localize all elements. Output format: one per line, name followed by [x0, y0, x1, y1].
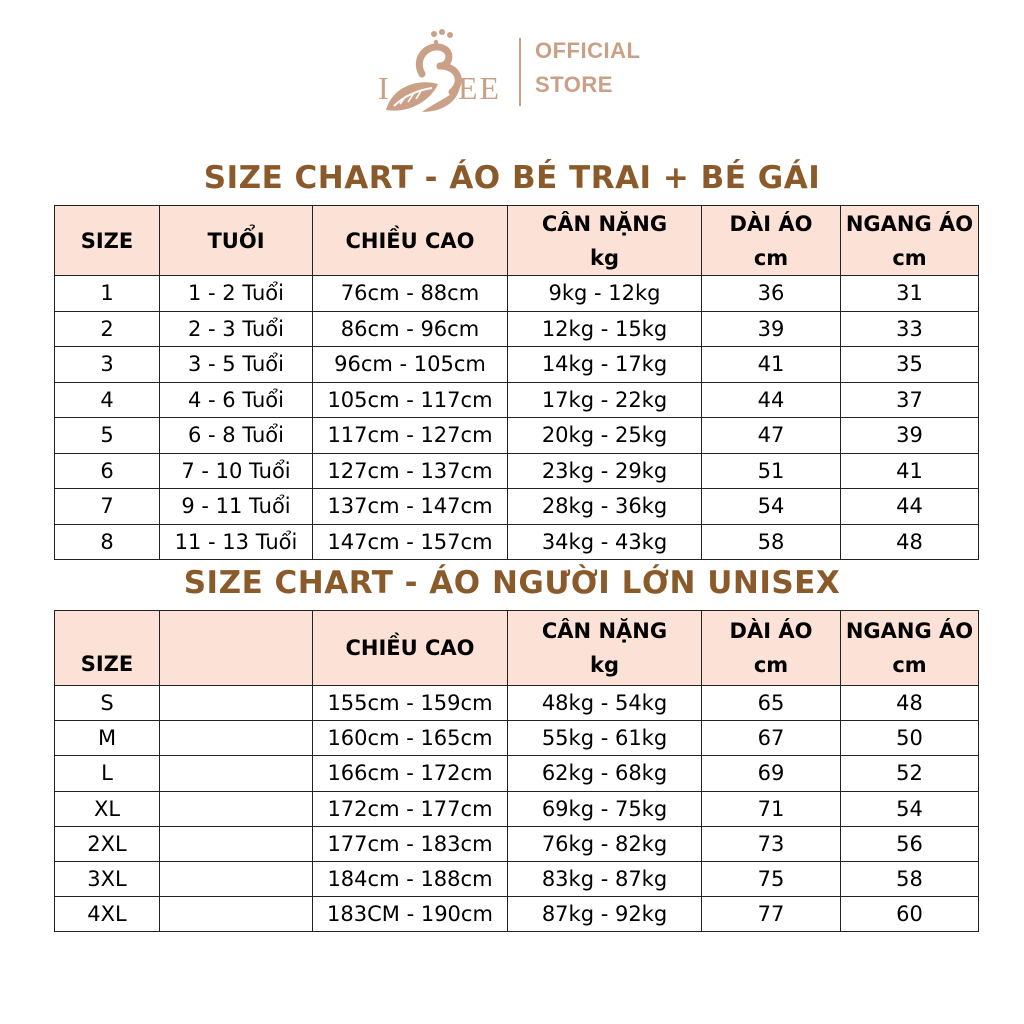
cell-size: 5: [55, 418, 160, 454]
cell-length: 51: [702, 453, 841, 489]
cell-height: 76cm - 88cm: [313, 276, 508, 312]
header-width: [841, 611, 979, 686]
cell-size: M: [55, 721, 160, 756]
header-size: SIZE: [55, 206, 160, 276]
header-weight-unit: kg: [590, 653, 619, 677]
cell-weight: 69kg - 75kg: [508, 791, 702, 826]
header-height: CHIỀU CAO: [313, 611, 508, 686]
header-width-unit: cm: [892, 653, 927, 677]
cell-size: 4: [55, 382, 160, 418]
cell-height: 155cm - 159cm: [313, 686, 508, 721]
header-weight: [508, 206, 702, 276]
header-width: [841, 206, 979, 276]
cell-height: 105cm - 117cm: [313, 382, 508, 418]
cell-age: 11 - 13 Tuổi: [160, 524, 313, 560]
cell-weight: 14kg - 17kg: [508, 347, 702, 383]
cell-age: 2 - 3 Tuổi: [160, 311, 313, 347]
header-height: CHIỀU CAO: [313, 206, 508, 276]
table-row: [55, 686, 979, 721]
table-row: [55, 276, 979, 312]
cell-length: 69: [702, 756, 841, 791]
table-header-row: [55, 611, 979, 686]
header-length-unit: cm: [753, 653, 789, 677]
header-weight: [508, 611, 702, 686]
table-row: [55, 418, 979, 454]
cell-size: L: [55, 756, 160, 791]
cell-length: 47: [702, 418, 841, 454]
cell-size: 3: [55, 347, 160, 383]
cell-width: 44: [841, 489, 979, 525]
table-row: [55, 489, 979, 525]
cell-blank: [160, 686, 313, 721]
cell-width: 48: [841, 686, 979, 721]
cell-weight: 83kg - 87kg: [508, 861, 702, 896]
cell-width: 50: [841, 721, 979, 756]
adult-chart-title: SIZE CHART - ÁO NGƯỜI LỚN UNISEX: [183, 565, 841, 601]
header-length-unit: cm: [753, 245, 789, 270]
cell-width: 31: [841, 276, 979, 312]
header-weight-label: CÂN NẶNG: [541, 619, 668, 643]
cell-age: 4 - 6 Tuổi: [160, 382, 313, 418]
cell-age: 9 - 11 Tuổi: [160, 489, 313, 525]
cell-age: 7 - 10 Tuổi: [160, 453, 313, 489]
cell-height: 117cm - 127cm: [313, 418, 508, 454]
cell-weight: 34kg - 43kg: [508, 524, 702, 560]
cell-size: 2XL: [55, 826, 160, 861]
cell-length: 75: [702, 861, 841, 896]
table-row: [55, 524, 979, 560]
cell-height: 184cm - 188cm: [313, 861, 508, 896]
cell-length: 36: [702, 276, 841, 312]
cell-size: 1: [55, 276, 160, 312]
header-age: TUỔI: [160, 206, 313, 276]
cell-weight: 12kg - 15kg: [508, 311, 702, 347]
store-label: STORE: [535, 72, 613, 97]
logo-letter-i: I: [378, 70, 391, 106]
header-length: [702, 206, 841, 276]
table-header-row: [55, 206, 979, 276]
official-label: OFFICIAL: [535, 38, 641, 63]
cell-length: 54: [702, 489, 841, 525]
cell-width: 52: [841, 756, 979, 791]
header-length-label: DÀI ÁO: [729, 211, 813, 236]
cell-weight: 76kg - 82kg: [508, 826, 702, 861]
table-row: [55, 347, 979, 383]
header-weight-label: CÂN NẶNG: [541, 211, 668, 236]
cell-height: 127cm - 137cm: [313, 453, 508, 489]
cell-size: XL: [55, 791, 160, 826]
cell-age: 6 - 8 Tuổi: [160, 418, 313, 454]
cell-weight: 9kg - 12kg: [508, 276, 702, 312]
table-row: [55, 791, 979, 826]
cell-length: 73: [702, 826, 841, 861]
cell-weight: 62kg - 68kg: [508, 756, 702, 791]
cell-weight: 28kg - 36kg: [508, 489, 702, 525]
cell-width: 58: [841, 861, 979, 896]
header-width-label: NGANG ÁO: [845, 211, 974, 236]
cell-length: 44: [702, 382, 841, 418]
cell-height: 160cm - 165cm: [313, 721, 508, 756]
cell-blank: [160, 897, 313, 932]
table-row: [55, 826, 979, 861]
cell-size: 2: [55, 311, 160, 347]
logo-letters-ee: EE: [458, 70, 502, 106]
cell-height: 172cm - 177cm: [313, 791, 508, 826]
cell-age: 3 - 5 Tuổi: [160, 347, 313, 383]
cell-blank: [160, 791, 313, 826]
brand-logo: [372, 26, 662, 122]
cell-length: 77: [702, 897, 841, 932]
cell-size: 4XL: [55, 897, 160, 932]
cell-height: 166cm - 172cm: [313, 756, 508, 791]
header-size: SIZE: [55, 611, 160, 686]
cell-weight: 48kg - 54kg: [508, 686, 702, 721]
table-row: [55, 311, 979, 347]
cell-blank: [160, 826, 313, 861]
cell-blank: [160, 756, 313, 791]
cell-width: 33: [841, 311, 979, 347]
cell-length: 65: [702, 686, 841, 721]
cell-height: 147cm - 157cm: [313, 524, 508, 560]
cell-weight: 55kg - 61kg: [508, 721, 702, 756]
cell-height: 183CM - 190cm: [313, 897, 508, 932]
cell-weight: 20kg - 25kg: [508, 418, 702, 454]
cell-height: 86cm - 96cm: [313, 311, 508, 347]
header-width-label: NGANG ÁO: [845, 619, 974, 643]
cell-size: 7: [55, 489, 160, 525]
adult-size-table: [54, 610, 979, 932]
cell-weight: 23kg - 29kg: [508, 453, 702, 489]
cell-weight: 87kg - 92kg: [508, 897, 702, 932]
header-length-label: DÀI ÁO: [729, 619, 813, 643]
cell-height: 96cm - 105cm: [313, 347, 508, 383]
cell-width: 37: [841, 382, 979, 418]
cell-size: 6: [55, 453, 160, 489]
kids-chart-title: SIZE CHART - ÁO BÉ TRAI + BÉ GÁI: [203, 160, 821, 196]
header-length: [702, 611, 841, 686]
header-width-unit: cm: [892, 245, 927, 270]
table-row: [55, 382, 979, 418]
cell-width: 39: [841, 418, 979, 454]
cell-height: 177cm - 183cm: [313, 826, 508, 861]
cell-weight: 17kg - 22kg: [508, 382, 702, 418]
cell-length: 71: [702, 791, 841, 826]
table-row: [55, 453, 979, 489]
header-blank: [160, 611, 313, 686]
cell-width: 54: [841, 791, 979, 826]
logo-divider: [519, 38, 521, 106]
cell-length: 58: [702, 524, 841, 560]
cell-length: 67: [702, 721, 841, 756]
cell-height: 137cm - 147cm: [313, 489, 508, 525]
cell-blank: [160, 861, 313, 896]
cell-blank: [160, 721, 313, 756]
kids-size-table: [54, 205, 979, 560]
cell-width: 41: [841, 453, 979, 489]
header-weight-unit: kg: [590, 245, 619, 270]
cell-size: S: [55, 686, 160, 721]
cell-size: 8: [55, 524, 160, 560]
cell-width: 48: [841, 524, 979, 560]
cell-age: 1 - 2 Tuổi: [160, 276, 313, 312]
table-row: [55, 721, 979, 756]
cell-width: 56: [841, 826, 979, 861]
cell-size: 3XL: [55, 861, 160, 896]
cell-width: 35: [841, 347, 979, 383]
cell-width: 60: [841, 897, 979, 932]
cell-length: 39: [702, 311, 841, 347]
cell-length: 41: [702, 347, 841, 383]
table-row: [55, 897, 979, 932]
table-row: [55, 861, 979, 896]
table-row: [55, 756, 979, 791]
